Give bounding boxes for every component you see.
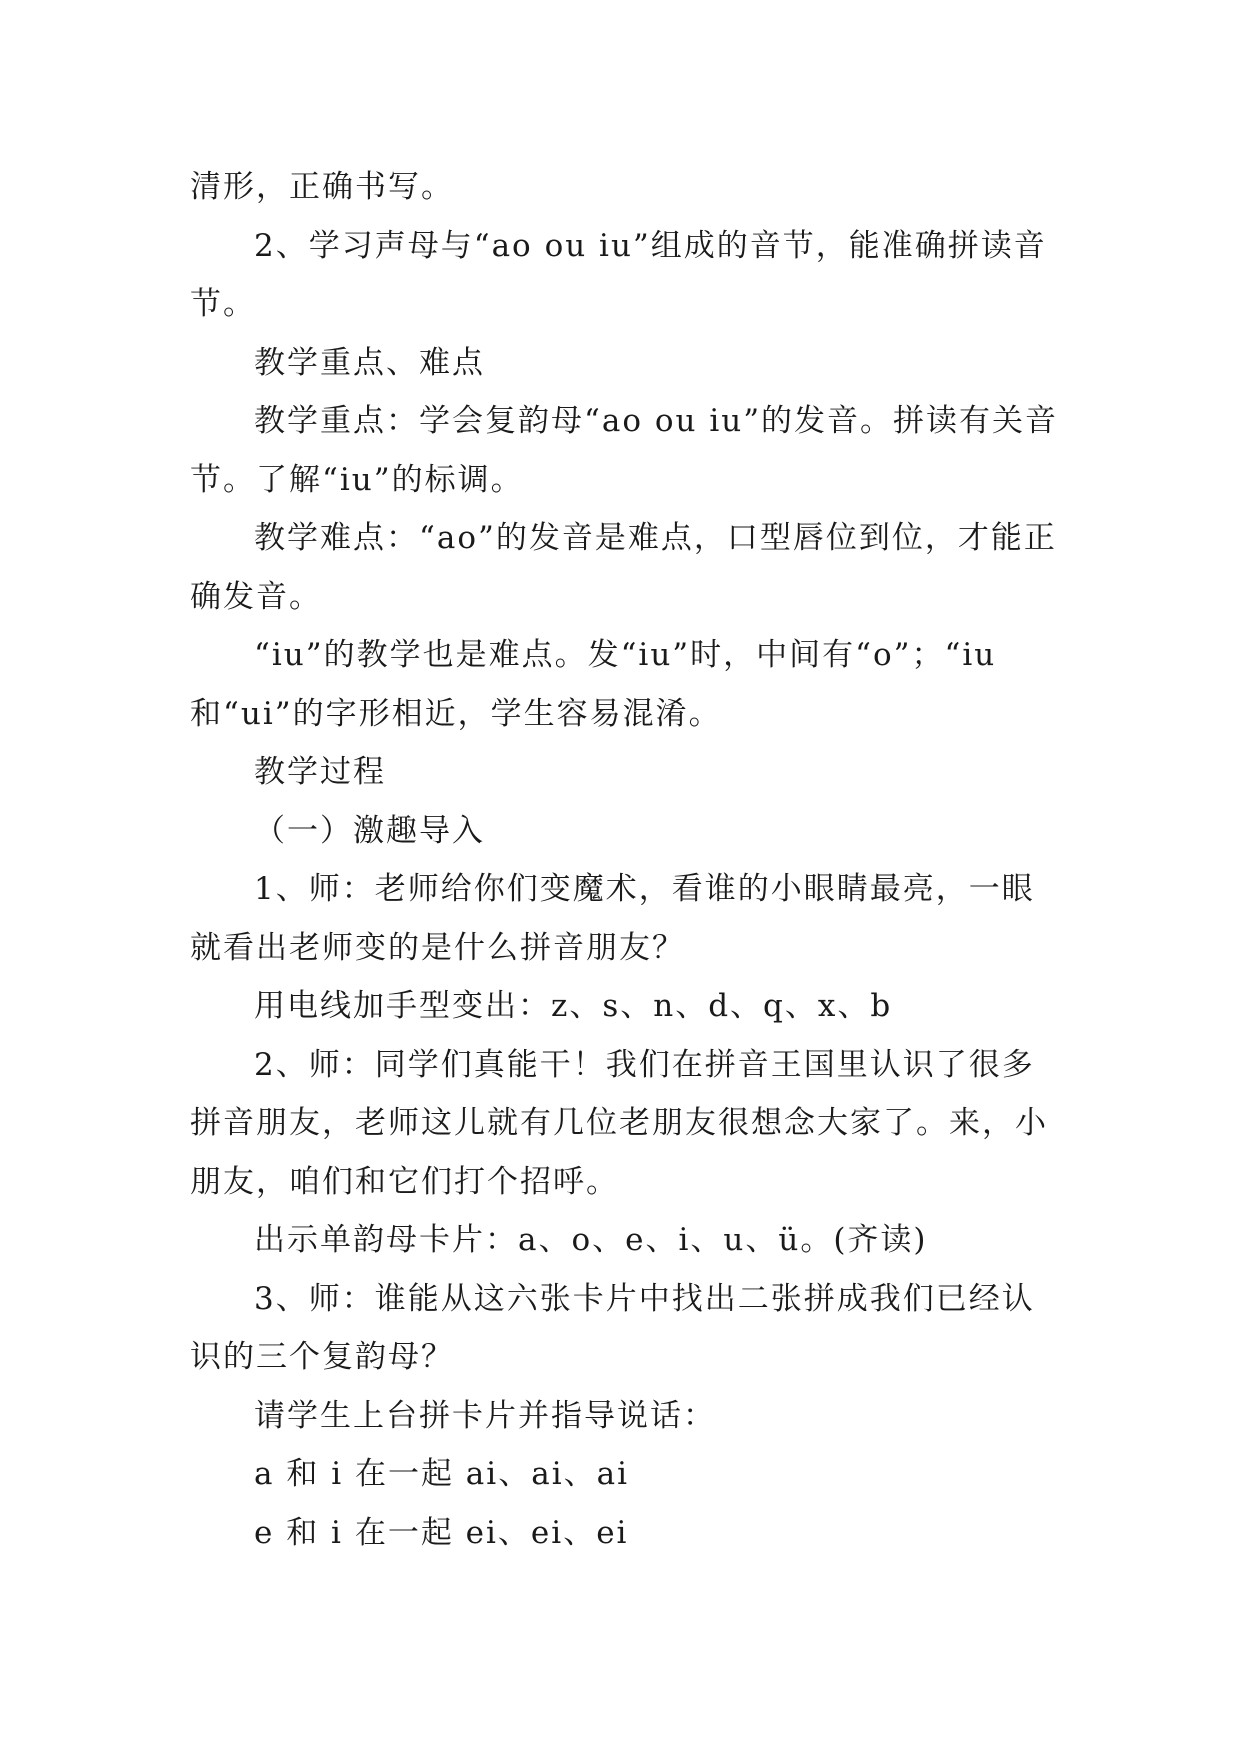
paragraph: 教学难点：“ao”的发音是难点，口型唇位到位，才能正确发音。: [190, 520, 1057, 615]
paragraph: “iu”的教学也是难点。发“iu”时，中间有“o”；“iu和“ui”的字形相近，学生容易混淆。: [190, 637, 997, 732]
section-heading: 教学重点、难点: [254, 344, 485, 381]
paragraph: 出示单韵母卡片：a、o、e、i、u、ü。(齐读): [254, 1222, 928, 1258]
document-body: [190, 158, 1060, 1562]
section-heading: 教学过程: [254, 754, 386, 790]
paragraph: 请学生上台拼卡片并指导说话：: [254, 1397, 716, 1434]
paragraph: 2、师：同学们真能干！我们在拼音王国里认识了很多拼音朋友，老师这儿就有几位老朋友很想念大家了。来，小朋友，咱们和它们打个招呼。: [190, 1046, 1048, 1200]
paragraph: 教学重点：学会复韵母“ao ou iu”的发音。拼读有关音节。了解“iu”的标调。: [190, 403, 1059, 498]
paragraph: 清形，正确书写。: [190, 169, 454, 205]
paragraph: 用电线加手型变出：z、s、n、d、q、x、b: [254, 988, 893, 1024]
paragraph: a 和 i 在一起 ai、ai、ai: [254, 1456, 630, 1492]
paragraph: e 和 i 在一起 ei、ei、ei: [254, 1514, 629, 1551]
paragraph: 2、学习声母与“ao ou iu”组成的音节，能准确拼读音节。: [190, 227, 1047, 322]
section-heading: （一）激趣导入: [254, 812, 485, 849]
paragraph: 1、师：老师给你们变魔术，看谁的小眼睛最亮，一眼就看出老师变的是什么拼音朋友？: [190, 871, 1035, 966]
paragraph: 3、师：谁能从这六张卡片中找出二张拼成我们已经认识的三个复韵母？: [190, 1280, 1035, 1375]
